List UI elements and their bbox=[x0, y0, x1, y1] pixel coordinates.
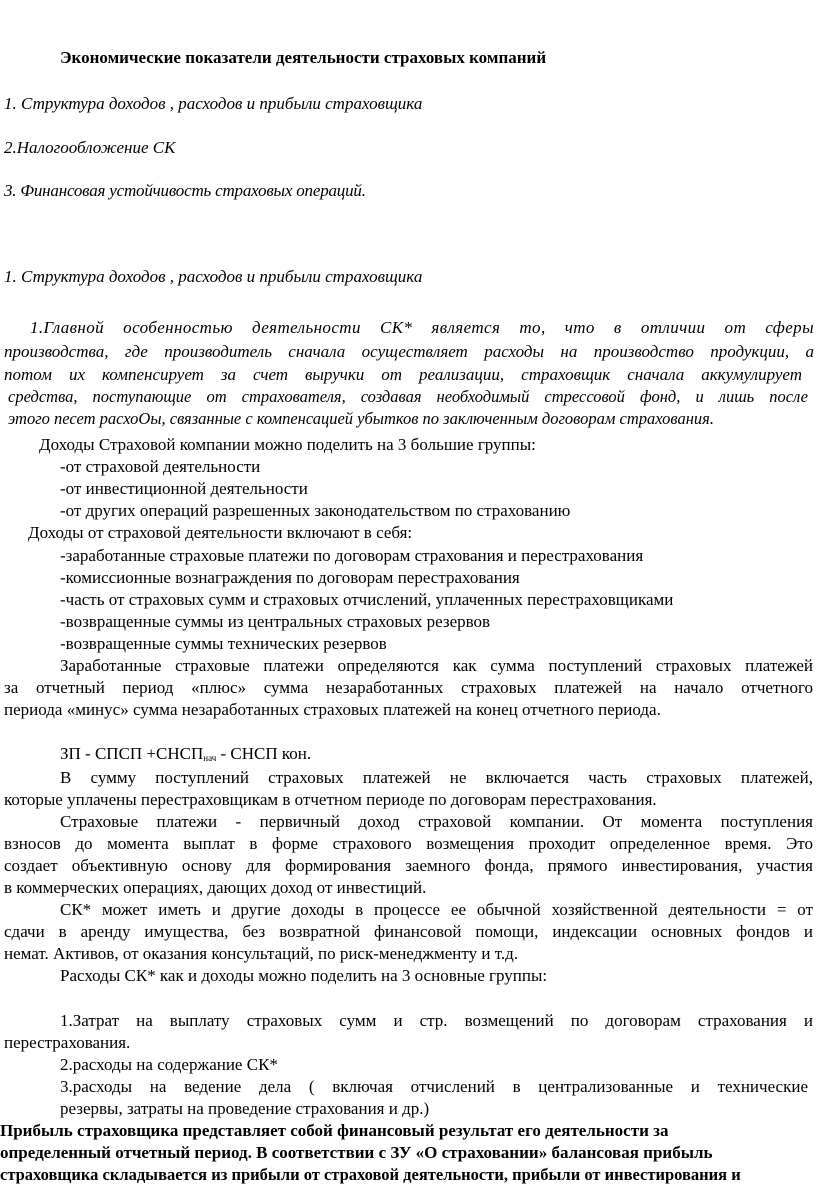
outline-item-3: 3. Финансовая устойчивость страховых операций. bbox=[4, 181, 366, 200]
insurance-income-intro: Доходы от страховой деятельности включают в себя: bbox=[28, 523, 413, 542]
intro-line-3: потом их компенсирует за счет выручки от реализации, страховщик сначала аккумулирует bbox=[4, 365, 802, 384]
primary-income-line-4: в коммерческих операциях, дающих доход от инвестиций. bbox=[4, 878, 427, 897]
insurance-income-item: -заработанные страховые платежи по договорам страхования и перестрахования bbox=[60, 546, 644, 565]
intro-line-5: этого песет расхоОы, связанные с компенсацией убытков по заключенным договорам страхования. bbox=[8, 409, 714, 428]
earned-premiums-line-3: периода «минус» сумма незаработанных страховых платежей на конец отчетного периода. bbox=[4, 700, 661, 719]
intro-line-4: средства, поступающие от страхователя, создавая необходимый стрессовой фонд, и лишь после bbox=[8, 387, 808, 406]
formula-subscript: нач bbox=[203, 753, 217, 763]
document-title: Экономические показатели деятельности страховых компаний bbox=[60, 48, 547, 67]
earned-premiums-line-1: Заработанные страховые платежи определяются как сумма поступлений страховых платежей bbox=[60, 656, 813, 675]
insurance-income-item: -возвращенные суммы из центральных страховых резервов bbox=[60, 612, 491, 631]
intro-line-1: 1.Главной особенностью деятельности СК* является то, что в отличии от сферы bbox=[30, 318, 814, 337]
other-income-line-2: сдачи в аренду имущества, без возвратной финансовой помощи, индексации основных фондов и bbox=[4, 922, 813, 941]
expense-1-line-1: 1.Затрат на выплату страховых сумм и стр. возмещений по договорам страхования и bbox=[60, 1011, 813, 1030]
reinsurance-line-1: В сумму поступлений страховых платежей не включается часть страховых платежей, bbox=[60, 768, 813, 787]
earned-premium-formula bbox=[60, 743, 311, 769]
insurance-income-item: -возвращенные суммы технических резервов bbox=[60, 634, 387, 653]
profit-line-3: страховщика складывается из прибыли от страховой деятельности, прибыли от инвестирования и bbox=[0, 1165, 741, 1184]
income-group-item: -от других операций разрешенных законодательством по страхованию bbox=[60, 501, 571, 520]
income-groups-intro: Доходы Страховой компании можно поделить на 3 большие группы: bbox=[39, 435, 536, 454]
profit-line-2: определенный отчетный период. В соответствии с ЗУ «О страховании» балансовая прибыль bbox=[0, 1143, 713, 1162]
intro-line-2: производства, где производитель сначала осуществляет расходы на производство продукции, а bbox=[4, 342, 814, 361]
expense-3-line-1: 3.расходы на ведение дела ( включая отчислений в централизованные и технические bbox=[60, 1077, 808, 1096]
reinsurance-line-2: которые уплачены перестраховщикам в отчетном периоде по договорам перестрахования. bbox=[4, 790, 657, 809]
primary-income-line-1: Страховые платежи - первичный доход страховой компании. От момента поступления bbox=[60, 812, 813, 831]
formula-left: ЗП - СПСП +СНСП bbox=[60, 744, 204, 763]
section-heading: 1. Структура доходов , расходов и прибыли страховщика bbox=[4, 267, 423, 286]
expense-2: 2.расходы на содержание СК* bbox=[60, 1055, 278, 1074]
primary-income-line-2: взносов до момента выплат в форме страхового возмещения проходит определенное время. Это bbox=[4, 834, 813, 853]
profit-line-1: Прибыль страховщика представляет собой финансовый результат его деятельности за bbox=[0, 1121, 669, 1140]
insurance-income-item: -часть от страховых сумм и страховых отчислений, уплаченных перестраховщиками bbox=[60, 590, 674, 609]
outline-item-1: 1. Структура доходов , расходов и прибыли страховщика bbox=[4, 94, 423, 113]
expenses-intro: Расходы СК* как и доходы можно поделить на 3 основные группы: bbox=[60, 966, 548, 985]
insurance-income-item: -комиссионные вознаграждения по договорам перестрахования bbox=[60, 568, 520, 587]
other-income-line-3: немат. Активов, от оказания консультаций, по риск-менеджменту и т.д. bbox=[4, 944, 519, 963]
expense-3-line-2: резервы, затраты на проведение страхования и др.) bbox=[60, 1099, 430, 1118]
income-group-item: -от страховой деятельности bbox=[60, 457, 261, 476]
primary-income-line-3: создает объективную основу для формирования заемного фонда, прямого инвестирования, участия bbox=[4, 856, 813, 875]
earned-premiums-line-2: за отчетный период «плюс» сумма незаработанных страховых платежей на начало отчетного bbox=[4, 678, 813, 697]
formula-right: - СНСП кон. bbox=[216, 744, 312, 763]
outline-item-2: 2.Налогообложение СК bbox=[4, 138, 176, 157]
income-group-item: -от инвестиционной деятельности bbox=[60, 479, 308, 498]
expense-1-line-2: перестрахования. bbox=[4, 1033, 131, 1052]
other-income-line-1: СК* может иметь и другие доходы в процессе ее обычной хозяйственной деятельности = от bbox=[60, 900, 813, 919]
